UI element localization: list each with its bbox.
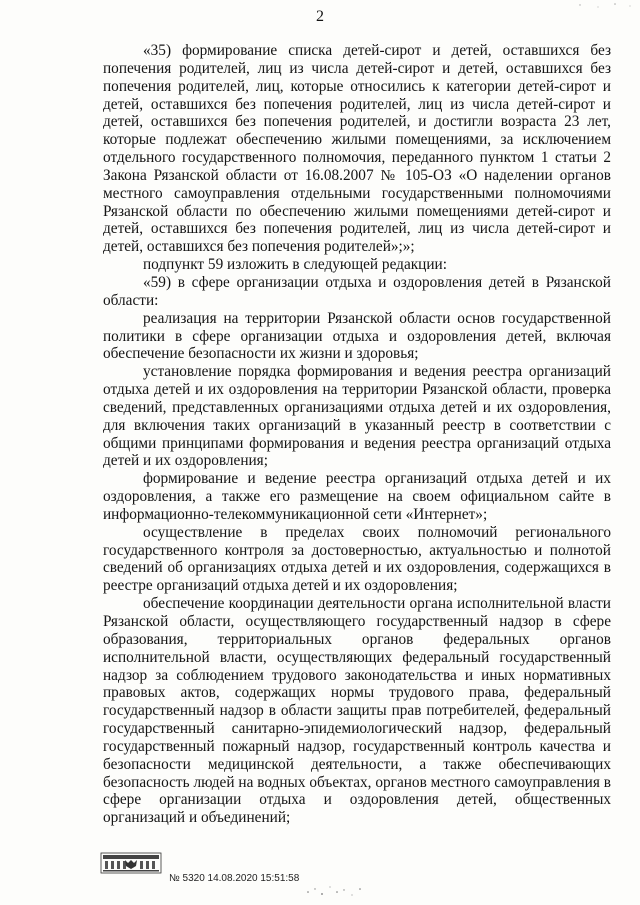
eagle-emblem-icon bbox=[100, 852, 162, 874]
paragraph-instruction: подпункт 59 изложить в следующей редакции: bbox=[143, 256, 447, 274]
paragraph-registry-procedure: установление порядка формирования и ведения реестра организаций отдыха детей и их оздоровления на территории Рязанской области, проверка сведений, представленных организациями отдыха детей и их оздоровления, для включения таких организаций в указанный реестр в соответствии с общими принципами формирования и ведения реестра организаций отдыха детей и их оздоровления; bbox=[103, 363, 611, 470]
paragraph-state-policy: реализация на территории Рязанской области основ государственной политики в сфере организации отдыха и оздоровления детей, включая обеспечение безопасности их жизни и здоровья; bbox=[103, 309, 611, 363]
page-number: 2 bbox=[316, 8, 324, 25]
paragraph-coordination: обеспечение координации деятельности органа исполнительной власти Рязанской области, осуществляющего государственный надзор в сфере образования, территориальных органов федеральных органов исполнительной власти, осуществляющих федеральный государственный надзор за соблюдением трудового законодательства и иных нормативных правовых актов, содержащих нормы трудового права, федеральный государственный надзор в области защиты прав потребителей, федеральный государственный санитарно-эпидемиологический надзор, федеральный государственный пожарный надзор, государственный контроль качества и безопасности медицинской деятельности, а также обеспечивающих безопасность людей на водных объектах, органов местного самоуправления в сфере организации отдыха и оздоровления детей, общественных организаций и объединений; bbox=[103, 595, 611, 827]
paragraph-registry-publication: формирование и ведение реестра организаций отдыха детей и их оздоровления, а также его размещение на своем официальном сайте в информационно-телекоммуникационной сети «Интернет»; bbox=[103, 470, 611, 523]
scan-artifact bbox=[560, 0, 640, 14]
paragraph-regional-control: осуществление в пределах своих полномочий регионального государственного контроля за достоверностью, актуальностью и полнотой сведений об организациях отдыха детей и их оздоровления, содержащихся в реестре организаций отдыха детей и их оздоровления; bbox=[103, 523, 611, 595]
document-body bbox=[103, 42, 611, 827]
footer-registration bbox=[100, 852, 320, 892]
scan-artifact bbox=[300, 880, 380, 900]
paragraph-item-59-heading: «59) в сфере организации отдыха и оздоровления детей в Рязанской области: bbox=[103, 273, 611, 309]
paragraph-item-35: «35) формирование списка детей-сирот и детей, оставшихся без попечения родителей, лиц из числа детей-сирот и детей, оставшихся без попечения родителей, лиц, которые относились к категории детей-сирот и детей, оставшихся без попечения родителей, лиц из числа детей-сирот и детей, оставшихся без попечения родителей, и достигли возраста 23 лет, которые подлежат обеспечению жилыми помещениями, за исключением отдельного государственного полномочия, переданного пунктом 1 статьи 2 Закона Рязанской области от 16.08.2007 № 105-ОЗ «О наделении органов местного самоуправления отдельными государственными полномочиями Рязанской области по обеспечению жилыми помещениями детей-сирот и детей, оставшихся без попечения родителей, лиц из числа детей-сирот и детей, оставшихся без попечения родителей»;»; bbox=[103, 42, 611, 256]
registration-stamp: № 5320 14.08.2020 15:51:58 bbox=[169, 873, 300, 884]
